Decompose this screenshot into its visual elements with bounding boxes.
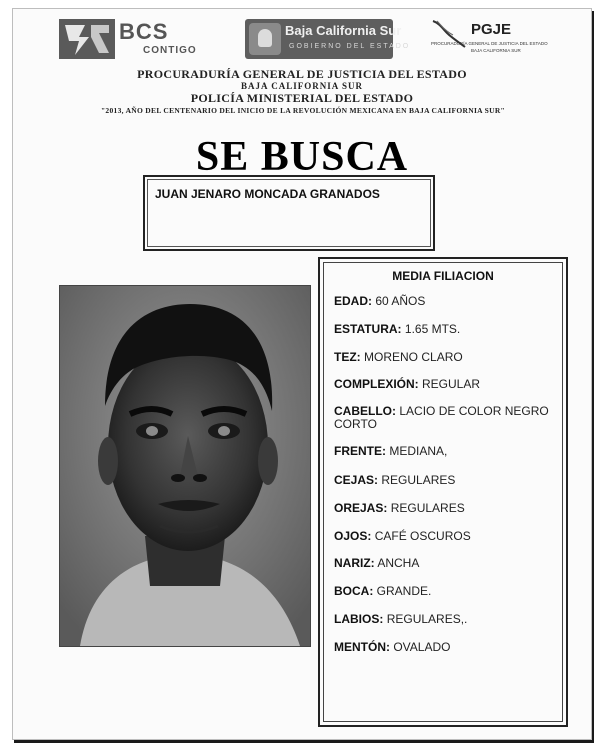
field-label: OJOS: — [334, 529, 372, 543]
field-label: CABELLO: — [334, 404, 396, 418]
state-logo-subtitle: GOBIERNO DEL ESTADO — [289, 43, 411, 50]
bcs-logo — [59, 17, 209, 61]
person-name: JUAN JENARO MONCADA GRANADOS — [155, 187, 380, 201]
bcs-logo-tagline: CONTIGO — [143, 45, 197, 56]
pgje-logo — [431, 19, 551, 65]
field-value: ANCHA — [377, 556, 420, 570]
field-value: REGULARES — [381, 473, 456, 487]
field-label: EDAD: — [334, 294, 372, 308]
field-build — [334, 378, 554, 391]
field-chin — [334, 641, 554, 654]
field-label: NARIZ: — [334, 556, 375, 570]
pgje-logo-line1: PROCURADURÍA GENERAL DE JUSTICIA DEL ESTADO — [431, 41, 548, 46]
field-mouth — [334, 585, 554, 598]
field-label: MENTÓN: — [334, 640, 390, 654]
wanted-poster — [12, 8, 592, 740]
year-motto: "2013, AÑO DEL CENTENARIO DEL INICIO DE LA REVOLUCIÓN MEXICANA EN BAJA CALIFORNIA SUR" — [100, 106, 506, 115]
pgje-logo-line2: BAJA CALIFORNIA SUR — [471, 48, 521, 53]
field-label: BOCA: — [334, 584, 374, 598]
field-eyes — [334, 530, 554, 543]
bcs-logo-text: BCS — [119, 19, 169, 44]
bcs-emblem-icon — [59, 19, 115, 59]
field-value: GRANDE. — [376, 584, 432, 598]
description-title: MEDIA FILIACION — [392, 269, 494, 283]
field-hair — [334, 405, 554, 431]
field-value: REGULARES,. — [386, 612, 468, 626]
field-label: COMPLEXIÓN: — [334, 377, 419, 391]
name-box — [143, 175, 435, 251]
field-label: FRENTE: — [334, 444, 386, 458]
field-label: ESTATURA: — [334, 322, 402, 336]
field-lips — [334, 613, 554, 626]
field-value: REGULAR — [422, 377, 481, 391]
field-value: 60 AÑOS — [375, 294, 426, 308]
field-value: MEDIANA, — [389, 444, 448, 458]
state-logo-title: Baja California Sur — [285, 23, 402, 38]
state-seal-icon — [249, 23, 281, 55]
field-label: OREJAS: — [334, 501, 388, 515]
field-value: LACIO DE COLOR NEGRO CORTO — [334, 404, 549, 431]
field-label: LABIOS: — [334, 612, 384, 626]
wanted-title: SE BUSCA — [195, 134, 409, 180]
field-complexion-tone — [334, 351, 554, 364]
field-value: OVALADO — [393, 640, 451, 654]
field-value: MORENO CLARO — [364, 350, 463, 364]
field-eyebrows — [334, 474, 554, 487]
police-name: POLICÍA MINISTERIAL DEL ESTADO — [190, 91, 414, 105]
pgje-logo-title: PGJE — [471, 21, 512, 38]
description-panel — [318, 257, 568, 727]
field-age — [334, 295, 554, 308]
state-government-logo — [245, 19, 411, 59]
state-name: BAJA CALIFORNIA SUR — [240, 81, 364, 91]
field-forehead — [334, 445, 554, 458]
field-nose — [334, 557, 554, 570]
suspect-photo — [59, 285, 311, 647]
suspect-portrait-image — [60, 286, 310, 646]
field-value: 1.65 MTS. — [404, 322, 461, 336]
field-label: CEJAS: — [334, 473, 379, 487]
field-value: REGULARES — [390, 501, 465, 515]
field-value: CAFÉ OSCUROS — [374, 529, 471, 543]
field-height — [334, 323, 554, 336]
field-ears — [334, 502, 554, 515]
agency-name: PROCURADURÍA GENERAL DE JUSTICIA DEL ESTADO — [137, 67, 467, 81]
field-label: TEZ: — [334, 350, 361, 364]
